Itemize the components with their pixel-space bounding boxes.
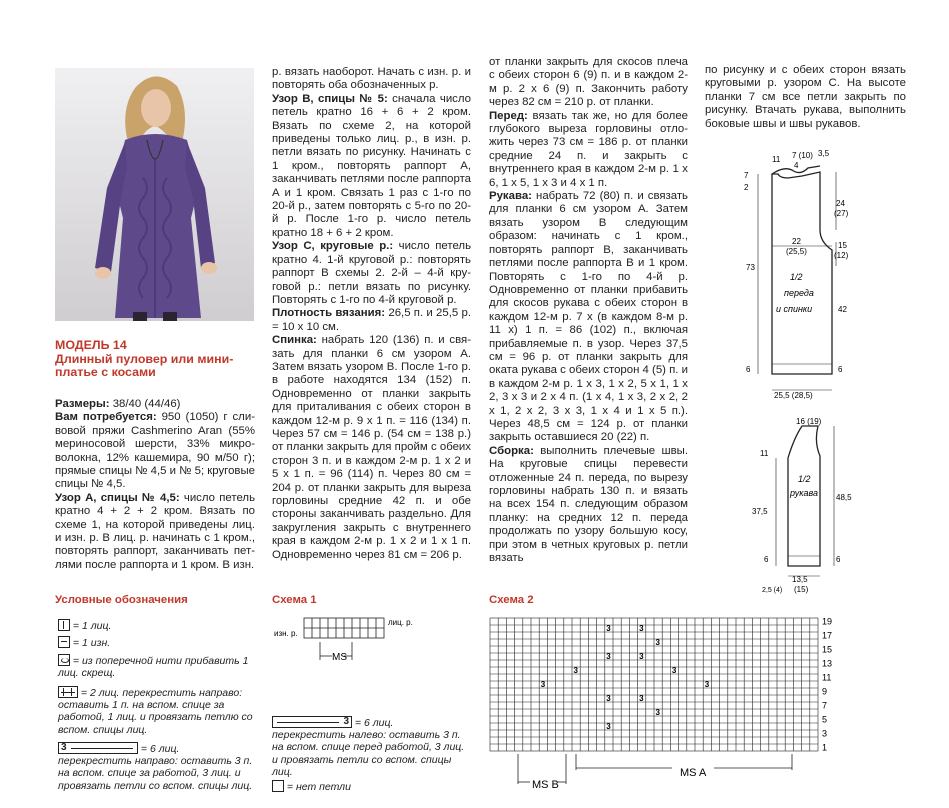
back-continued: от планки закрыть для скосов плеча с обеих сторон 6 (9) п. и в каждом 2-м р. 2 x 6 (9) п. Закончить работу через 82 см = 210 р. от планки. [489, 56, 688, 109]
sleeve-bottom: 13,5 [792, 575, 808, 584]
pattern-a-continued: р. вязать наоборот. Начать с изн. р. и повторять оба обозначенных р. [272, 66, 471, 92]
dim-neck-width: 11 [772, 155, 781, 164]
increase-symbol [58, 654, 70, 666]
back-paragraph: Спинка: набрать 120 (136) п. и связать для планки 6 см узором А. Затем вязать узором В. После 1-го р. в работе находятся 134 (152) п. Одновременно от планки закрыть для приталивания с обеих сторон в каждом 12-м р. 9 x 1 п. = 116 (134) п. Через 57 см = 146 р. (54 см = 138 р.) от планки закрыть для пройм с обеих сторон 3 п. и в каждом 2-м р. 1 x 2 и 5 x 1 п. = 96 (114) п. Через 80 см = 204 р. от планки закрыть для выреза горловины средние 42 п. и обе стороны заканчивать раздельно. Для закругления закрыть с внутреннего края в каждом 2-м р. 1 x 2 и 1 x 1 п. Одновременно через 81 см = 206 р. [272, 334, 471, 561]
schema-1-knit-row: лиц. р. [388, 618, 413, 627]
schema-2-chart [486, 614, 842, 794]
schema-2-cable-mark: 3 [540, 680, 546, 690]
sleeve-side: 2,5 (4) [762, 587, 783, 594]
schema-2-row-number: 9 [822, 686, 828, 697]
dim-width: 22 [792, 237, 801, 246]
body-schematic [728, 146, 858, 402]
column-1 [55, 398, 255, 572]
pattern-b-paragraph: Узор В, спицы № 5: сначала число петель кратно 16 + 6 + 2 кром. Вязать по схеме 2, на которой приведены только лиц. р., в изн. р. петли вязать по рисунку. Начинать с 1 кром., повторять раппорт А, заканчивать петлями после раппорта А и 1 кром. Связать 1 раз с 1-го по 20-й р., затем повторять с 5-го по 20-й р. После 1-го р. число петель кратно 18 + 6 + 2 кром. [272, 92, 471, 239]
schema-2-row-number: 7 [822, 700, 828, 711]
legend-title: Условные обозначения [55, 594, 188, 606]
schema-2-cable-mark: 3 [573, 666, 578, 676]
sleeves-paragraph: Рукава: набрать 72 (80) п. и связать для планки 6 см узором А. Затем вязать узором В следующим образом: начинать с 1 кром., повторять раппорт В, заканчивать петлями после раппорта В и 1 кром. Повторять с 1-го по 4-й р. Одновременно от планки прибавить для скосов рукава с обеих сторон в каждом 12-м р. 7 x (в каждом 8-м р. 11 x) 1 п. = 86 (102) п., включая прибавляемые п. в узор. Через 37,5 см = 96 р. от планки закрыть для оката рукава с обеих сторон 4 (5) п. и в каждом 2-м р. 1 x 3, 1 x 2, 5 x 1, 1 x 2, 3 x 3 и 2 x 4 п. (1 x 4, 1 x 3, 2 x 2, 2 x 1, 2 x 2, 3 x 3, 1 x 4 и 1 x 5 п.). Через 48,5 см = 124 р. от планки закрыть оставшиеся 20 (22) п. [489, 190, 688, 444]
purl-symbol [58, 636, 70, 648]
schema-1-purl-row: изн. р. [274, 629, 298, 638]
schema-2-cable-mark: 3 [704, 680, 710, 690]
model-figure [55, 68, 254, 321]
schema-2-cable-mark: 3 [606, 722, 611, 732]
sleeve-schematic [750, 416, 860, 598]
schema-2-cable-mark: 3 [655, 638, 660, 648]
legend-knit: = 1 лиц. [58, 619, 111, 632]
model-photo [55, 68, 254, 321]
assembly-continued: по рисунку и с обеих сторон вязать круговыми р. узором С. На высоте планки 7 см все петли закрыть по рисунку. Втачать рукава, выполнить боковые швы и швы рукавов. [705, 64, 906, 130]
schema-2-cable-mark: 3 [606, 694, 611, 704]
schema-2-row-number: 3 [822, 728, 828, 739]
sleeve-total: 48,5 [836, 493, 852, 502]
schema-1-title: Схема 1 [272, 594, 317, 606]
dim-lower: 42 [838, 305, 847, 314]
schema-2-row-number: 13 [822, 658, 833, 669]
dim-side-2: (12) [834, 251, 849, 260]
dim-width-2: (25,5) [786, 247, 807, 256]
dim-hem-2: 6 [838, 365, 843, 374]
assembly-paragraph: Сборка: выполнить плечевые швы. На круговые спицы перевести отложенные 24 п. переда, по вырезу горловины набрать 130 п. и вязать на всех 154 п. следующим образом планку: на средних 12 п. переда продолжать по узору большую косу, при этом в четных круговых р. петли вязать [489, 444, 688, 565]
schema-2-row-number: 17 [822, 630, 833, 641]
front-paragraph: Перед: вязать так же, но для более глубокого выреза горловины отложить через 73 см = 186 р. от планки средние 24 п. и закрыть с внутреннего края в каждом 2-м р. 1 x 6, 1 x 5, 1 x 3 и 4 x 1 п. [489, 109, 688, 189]
cross-6-left-symbol: 3 [272, 716, 352, 728]
dim-hem: 6 [746, 365, 751, 374]
schema-2-row-number: 5 [822, 714, 828, 725]
label-half: 1/2 [790, 272, 803, 282]
legend-purl: = 1 изн. [58, 636, 110, 649]
schema-2-cable-mark: 3 [639, 624, 644, 634]
dim-total: 73 [746, 263, 755, 272]
dim-bottom: 25,5 (28,5) [774, 391, 813, 400]
schema-2-ms-b: MS B [532, 779, 559, 791]
schema-2-row-number: 1 [822, 742, 828, 753]
schema-2-cable-mark: 3 [606, 652, 611, 662]
schema-2-cable-mark: 3 [671, 666, 677, 676]
materials-paragraph: Вам потребуется: 950 (1050) г сливовой пряжи Cashmerino Aran (55% мериносовой шерсти, 33% микроволокна, 12% кашемира, 90 м/50 г); прямые спицы № 4,5 и № 5; круговые спицы № 4,5. [55, 411, 255, 491]
dim-neck-depth-2: 2 [744, 183, 749, 192]
dim-armhole: 24 [836, 199, 845, 208]
dim-neck-width-3: 4 [794, 161, 799, 170]
sleeve-label-half: 1/2 [798, 474, 811, 484]
model-name-1: Длинный пуловер или мини- [55, 351, 234, 366]
legend-no-stitch: = нет петли [272, 780, 351, 793]
density-paragraph: Плотность вязания: 26,5 п. и 25,5 р. = 10 x 10 см. [272, 307, 471, 333]
schema-2-cable-mark: 3 [606, 624, 611, 634]
dim-shoulder: 3,5 [818, 149, 830, 158]
sleeve-top: 16 (19) [796, 417, 822, 426]
schema-2-cable-mark: 3 [655, 708, 660, 718]
dim-neck-depth: 7 [744, 171, 749, 180]
column-3 [489, 56, 688, 565]
sleeve-label-name: рукава [790, 488, 818, 498]
schema-2-cable-mark: 3 [639, 652, 644, 662]
sleeve-cuff-2: 6 [836, 555, 841, 564]
label-front: переда [784, 288, 814, 298]
model-name-2: платье с косами [55, 365, 156, 380]
column-4 [705, 64, 906, 131]
model-title [55, 339, 255, 380]
dim-armhole-2: (27) [834, 209, 849, 218]
legend-cross-6-right: 3 = 6 лиц. перекрестить направо: оставить 3 п. на вспом. спице за работой, 3 лиц. и провязать петли со вспом. спицы лиц. [58, 742, 253, 792]
pattern-c-paragraph: Узор С, круговые р.: число петель кратно 4. 1-й круговой р.: повторять раппорт В схемы 2. 2-й – 4-й круговой р.: петли вязать по рисунку. Повторять с 1-го по 4-й круговой р. [272, 240, 472, 306]
sleeve-bottom-2: (15) [794, 585, 809, 594]
schema-1-chart [272, 612, 422, 668]
model-number: МОДЕЛЬ 14 [55, 338, 127, 352]
schema-2-row-number: 19 [822, 616, 833, 627]
pattern-a-paragraph: Узор А, спицы № 4,5: число петель кратно 4 + 2 + 2 кром. Вязать по схеме 1, на которой приведены лиц. и изн. р. В лиц. р. начинать с 1 кром., повторять раппорт, заканчивать петлями после раппорта и 1 кром. В изн. [55, 491, 255, 571]
cross-2-symbol [58, 686, 78, 698]
sleeve-cap: 11 [760, 449, 769, 458]
sleeve-length: 37,5 [752, 507, 768, 516]
no-stitch-symbol [272, 780, 284, 792]
column-2 [272, 66, 471, 562]
cross-6-right-symbol: 3 [58, 742, 138, 754]
dim-neck-width-2: 7 (10) [792, 151, 813, 160]
label-back: и спинки [776, 304, 813, 314]
schema-2-ms-a: MS A [680, 767, 707, 779]
schema-2-cable-mark: 3 [639, 694, 644, 704]
legend-cross-6-left: 3 = 6 лиц. перекрестить налево: оставить 3 п. на вспом. спице перед работой, 3 лиц. и провязать петли со вспом. спицы лиц. [272, 716, 465, 778]
schema-2-row-number: 15 [822, 644, 833, 655]
dim-side: 15 [838, 241, 847, 250]
legend-increase: = из поперечной нити прибавить 1 лиц. скрещ. [58, 655, 249, 680]
sizes-paragraph: Размеры: 38/40 (44/46) [55, 398, 181, 410]
schema-1-ms: MS [332, 652, 347, 663]
knit-symbol [58, 619, 70, 631]
schema-2-title: Схема 2 [489, 594, 534, 606]
sleeve-cuff: 6 [764, 555, 769, 564]
schema-2-row-number: 11 [822, 672, 832, 683]
legend-cross-2: = 2 лиц. перекрестить направо: оставить 1 п. на вспом. спице за работой, 1 лиц. и провязать петлю со вспом. спицы лиц. [58, 687, 253, 736]
